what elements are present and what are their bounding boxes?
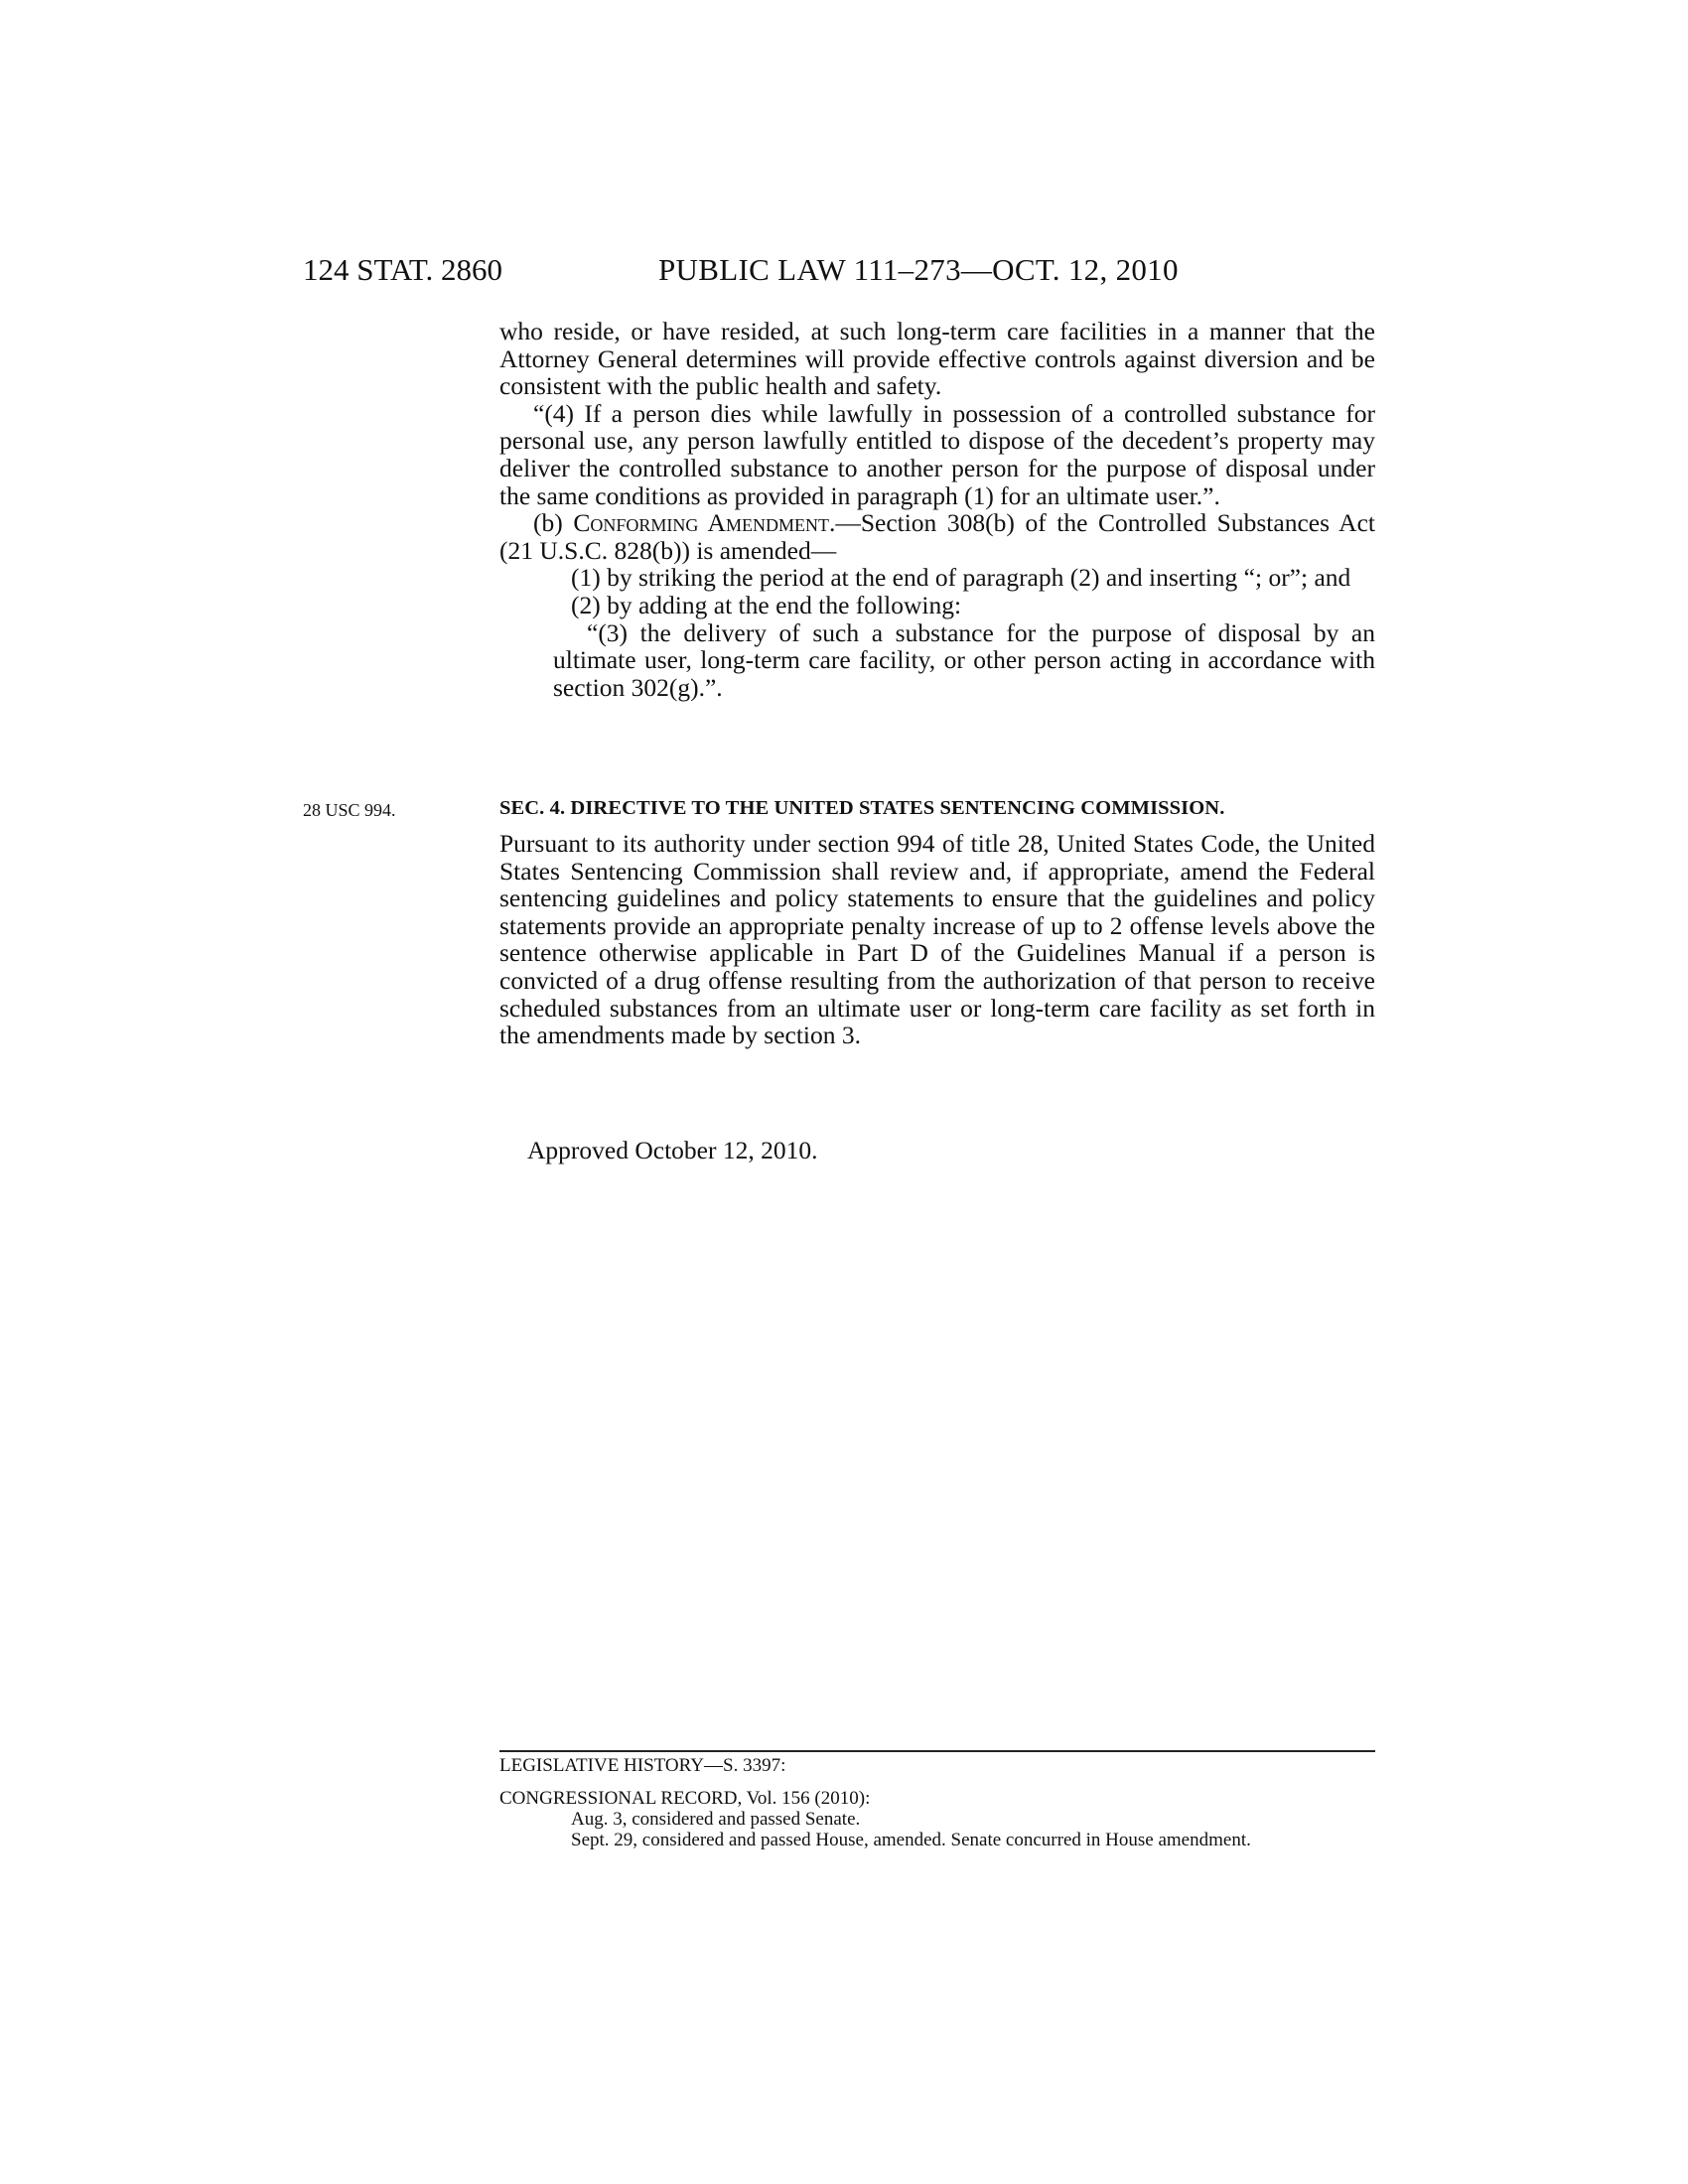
congressional-record: CONGRESSIONAL RECORD, Vol. 156 (2010): <box>499 1788 871 1809</box>
page-header <box>303 250 1375 290</box>
approval-date: Approved October 12, 2010. <box>527 1136 818 1164</box>
subsection-b-text: .—Section 308(b) of the Controlled Substances Act (21 U.S.C. 828(b)) is amended— <box>499 508 1375 565</box>
section-3-text <box>499 318 1375 701</box>
margin-note: 28 USC 994. <box>303 800 396 820</box>
history-entry: Aug. 3, considered and passed Senate. <box>571 1809 861 1830</box>
subsection-b-label: (b) <box>533 508 574 538</box>
subsection-b <box>499 509 1375 564</box>
amendment-item-3: “(3) the delivery of such a substance for the purpose of disposal by an ultimate user, long-term care facility, or other person acting in accordance with section 302(g).”. <box>553 617 1375 702</box>
continued-paragraph: who reside, or have resided, at such long-term care facilities in a manner that the Attorney General determines will provide effective controls against diversion and be consistent with the public health and safety. <box>499 317 1375 401</box>
subsection-b-heading: Conforming Amendment <box>573 508 829 538</box>
law-title: PUBLIC LAW 111–273—OCT. 12, 2010 <box>658 252 1179 287</box>
stat-reference: 124 STAT. 2860 <box>303 252 503 287</box>
section-4-heading: SEC. 4. DIRECTIVE TO THE UNITED STATES SENTENCING COMMISSION. <box>499 797 1225 819</box>
history-entry: Sept. 29, considered and passed House, amended. Senate concurred in House amendment. <box>571 1830 1251 1850</box>
paragraph-4: “(4) If a person dies while lawfully in possession of a controlled substance for personal use, any person lawfully entitled to dispose of the decedent’s property may deliver the controlled substance to another person for the purpose of disposal under the same conditions as provided in paragraph (1) for an ultimate user.”. <box>499 398 1375 510</box>
amendment-item-1: (1) by striking the period at the end of paragraph (2) and inserting “; or”; and <box>571 563 1351 593</box>
section-4-paragraph: Pursuant to its authority under section 994 of title 28, United States Code, the United States Sentencing Commission shall review and, if appropriate, amend the Federal sentencing guidelines and policy statements to ensure that the guidelines and policy statements provide an appropriate penalty increase of up to 2 offense levels above the sentence otherwise applicable in Part D of the Guidelines Manual if a person is convicted of a drug offense resulting from the authorization of that person to receive scheduled substances from an ultimate user or long-term care facility as set forth in the amendments made by section 3. <box>499 829 1375 1050</box>
amendment-item-2: (2) by adding at the end the following: <box>571 590 962 619</box>
section-4-text <box>499 830 1375 1049</box>
legislative-history-rule <box>499 1750 1375 1752</box>
legislative-history <box>499 1755 1375 1850</box>
legislative-history-title: LEGISLATIVE HISTORY—S. 3397: <box>499 1755 786 1776</box>
